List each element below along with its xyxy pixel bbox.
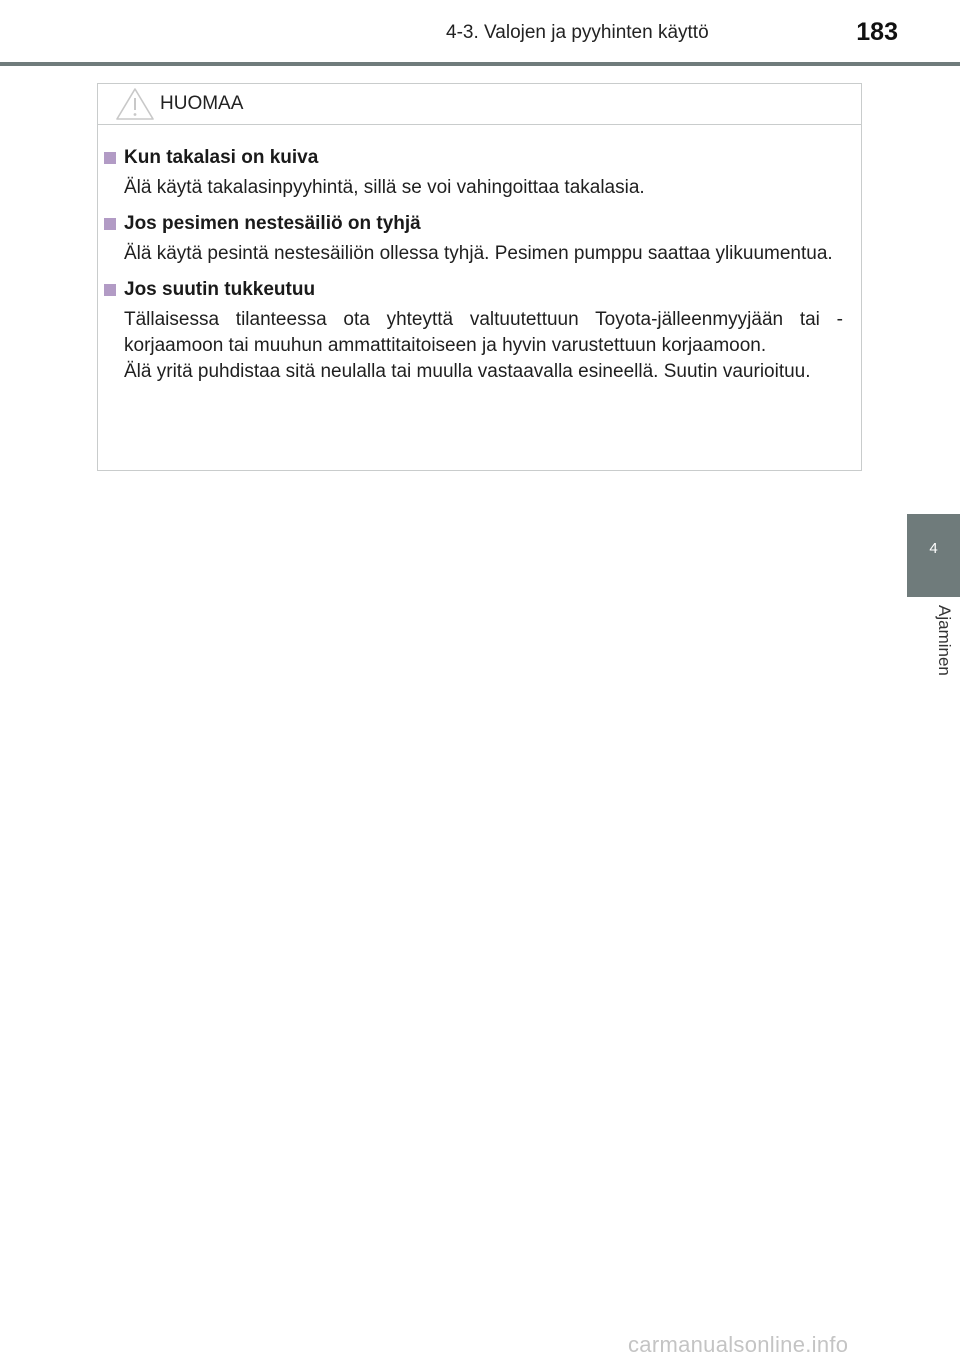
notice-item — [104, 211, 843, 267]
notice-box — [97, 83, 862, 471]
notice-body — [98, 125, 861, 385]
item-text: Tällaisessa tilanteessa ota yhteyttä valtuutettuun Toyota-jälleenmyyjään tai -korjaamoon tai muuhun ammattitaitoiseen ja hyvin varustettuun korjaamoon. — [124, 309, 843, 356]
notice-title: HUOMAA — [160, 93, 244, 114]
item-heading — [104, 145, 843, 171]
side-tab-label: Ajaminen — [935, 605, 954, 676]
item-heading-text: Jos suutin tukkeutuu — [124, 279, 316, 300]
section-title: 4-3. Valojen ja pyyhinten käyttö — [446, 22, 709, 43]
notice-item — [104, 277, 843, 385]
item-text: Älä käytä pesintä nestesäiliön ollessa tyhjä. Pesimen pumppu saattaa ylikuumentua. — [124, 243, 833, 264]
bullet-square-icon — [104, 152, 116, 164]
item-heading-text: Kun takalasi on kuiva — [124, 147, 319, 168]
item-heading-text: Jos pesimen nestesäiliö on tyhjä — [124, 213, 421, 234]
item-heading — [104, 211, 843, 237]
footer-watermark: carmanualsonline.info — [628, 1332, 849, 1357]
item-heading — [104, 277, 843, 303]
notice-header — [98, 84, 861, 125]
bullet-square-icon — [104, 218, 116, 230]
side-tab-number: 4 — [929, 540, 938, 557]
warning-triangle-icon — [115, 87, 155, 121]
notice-item — [104, 145, 843, 201]
bullet-square-icon — [104, 284, 116, 296]
item-text-secondary: Älä yritä puhdistaa sitä neulalla tai muulla vastaavalla esineellä. Suutin vaurioituu. — [124, 361, 811, 382]
item-text: Älä käytä takalasinpyyhintä, sillä se voi vahingoittaa takalasia. — [124, 177, 645, 198]
page-number: 183 — [856, 18, 898, 46]
header-rule — [0, 62, 960, 66]
